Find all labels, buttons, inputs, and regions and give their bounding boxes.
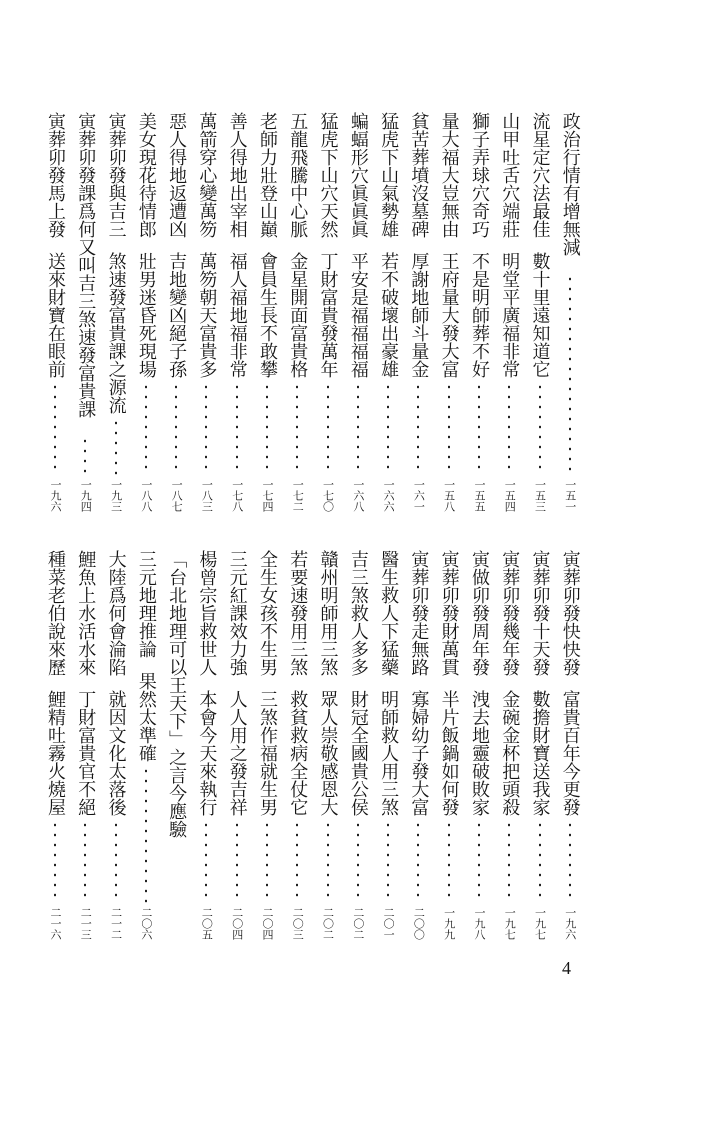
- toc-leader-dots: [357, 382, 359, 475]
- toc-leader-dots: [175, 382, 177, 475]
- toc-entry: [101, 550, 131, 940]
- toc-entry-title: 蝙蝠形穴眞眞眞: [347, 112, 369, 238]
- toc-leader-dots: [115, 418, 117, 475]
- toc-entry-page: 一六六: [382, 479, 396, 512]
- toc-entry-title: 若要速發用三煞: [287, 550, 309, 676]
- toc-entry: [131, 112, 161, 512]
- toc-entry: [494, 112, 524, 512]
- toc-entry-page: 一九四: [79, 479, 93, 512]
- toc-entry-page: 一九六: [563, 907, 577, 940]
- toc-entry-page: 二一六: [49, 907, 62, 940]
- toc-entry-page: 一九七: [533, 907, 547, 940]
- toc-entry-subtitle: 厚謝地師斗量金: [408, 252, 430, 378]
- toc-leader-dots: [145, 382, 147, 475]
- toc-entry-title: 山甲吐舌穴端莊: [499, 112, 521, 238]
- toc-entry-page: 一六一: [412, 479, 426, 512]
- toc-entry: [373, 112, 403, 512]
- toc-entry: [373, 550, 403, 940]
- toc-entry-subtitle: 富貴百年今更發: [559, 690, 581, 816]
- toc-entry-title: 貧苦葬墳沒墓碑: [408, 112, 430, 238]
- toc-entry-title: 全生女孩不生男: [256, 550, 278, 676]
- toc-leader-dots: [387, 820, 389, 903]
- toc-entry-page: 一八三: [200, 479, 214, 512]
- toc-entry: [555, 550, 585, 940]
- toc-entry-page: 一七八: [230, 479, 244, 512]
- toc-entry: [403, 550, 433, 940]
- toc-entry-title: 惡人得地返遭凶: [166, 112, 188, 238]
- toc-entry-page: 二〇一: [382, 907, 396, 940]
- toc-leader-dots: [327, 820, 329, 903]
- toc-entry-title: 寅做卯發周年發: [468, 550, 490, 676]
- toc-leader-dots: [296, 382, 298, 475]
- toc-entry-subtitle: 半片飯鍋如何發: [438, 690, 460, 816]
- toc-entry-title: 贛州明師用三煞: [317, 550, 339, 676]
- toc-entry-subtitle: 眾人崇敬感恩大: [317, 690, 339, 816]
- toc-entry-subtitle: 丁財富貴發萬年: [317, 252, 339, 378]
- toc-leader-dots: [539, 820, 541, 903]
- toc-entry-page: 一八八: [139, 479, 153, 512]
- toc-entry-page: 二一二: [109, 907, 123, 940]
- toc-entry-page: 一七〇: [321, 479, 335, 512]
- toc-entry-title: 量大福大豈無由: [438, 112, 460, 238]
- toc-entry-page: 一五八: [442, 479, 456, 512]
- toc-section-top: [40, 112, 585, 512]
- toc-entry: [222, 112, 252, 512]
- toc-entry-subtitle: 金星開面富貴格: [287, 252, 309, 378]
- toc-entry-page: 二〇六: [139, 907, 153, 940]
- toc-entry-page: 一五四: [503, 479, 517, 512]
- toc-leader-dots: [115, 820, 117, 903]
- toc-entry-page: 二〇四: [230, 907, 244, 940]
- toc-entry-subtitle: 萬笏朝天富貴多: [196, 252, 218, 378]
- toc-entry-page: 一五一: [563, 479, 577, 512]
- toc-entry: [343, 550, 373, 940]
- toc-leader-dots: [448, 820, 450, 903]
- toc-entry-subtitle: 金碗金杯把頭殺: [499, 690, 521, 816]
- toc-entry-subtitle: 吉地變凶絕子孫: [166, 252, 188, 378]
- toc-entry-subtitle: 三煞作福就生男: [256, 690, 278, 816]
- toc-entry-subtitle: 壯男迷昏死現場: [135, 252, 157, 378]
- toc-entry: [464, 112, 494, 512]
- toc-leader-dots: [569, 274, 571, 475]
- toc-entry: [252, 112, 282, 512]
- toc-entry-title: 獅子弄球穴奇巧: [468, 112, 490, 238]
- toc-entry-title: 寅葬卯發幾年發: [499, 550, 521, 676]
- toc-entry-page: 二〇四: [260, 907, 274, 940]
- toc-entry: [101, 112, 131, 512]
- toc-entry-page: 一五三: [533, 479, 547, 512]
- toc-entry-title: 善人得地出宰相: [226, 112, 248, 238]
- toc-entry: [555, 112, 585, 512]
- toc-entry-subtitle: 不是明師葬不好: [468, 252, 490, 378]
- toc-entry-title: 寅葬卯發馬上發: [45, 112, 66, 238]
- toc-entry-title: 五龍飛騰中心脈: [287, 112, 309, 238]
- toc-entry-title: 醫生救人下猛藥: [378, 550, 400, 676]
- toc-entry-title: 寅葬卯發走無路: [408, 550, 430, 676]
- toc-entry: [282, 112, 312, 512]
- toc-entry-title: 三元地理推論: [135, 550, 157, 658]
- toc-leader-dots: [296, 820, 298, 903]
- toc-entry-subtitle: 會員生長不敢攀: [256, 252, 278, 378]
- toc-entry-title: 寅葬卯發與吉三: [105, 112, 127, 238]
- toc-entry-subtitle: 丁財富貴官不絕: [75, 690, 97, 816]
- toc-entry-title: 吉三煞救人多多: [347, 550, 369, 676]
- toc-leader-dots: [266, 820, 268, 903]
- toc-entry: [525, 550, 555, 940]
- toc-entry: [70, 112, 100, 512]
- toc-column-list: [40, 550, 585, 940]
- toc-section-bottom: [40, 550, 585, 940]
- toc-entry: [191, 550, 221, 940]
- toc-entry-page: 一六八: [351, 479, 365, 512]
- toc-entry: [131, 550, 161, 940]
- toc-entry-subtitle: 送來財寶在眼前: [45, 252, 66, 378]
- toc-leader-dots: [236, 382, 238, 475]
- toc-entry: [464, 550, 494, 940]
- toc-entry-title: 流星定穴法最佳: [529, 112, 551, 238]
- toc-entry-title: 老師力壯登山巔: [256, 112, 278, 238]
- toc-entry-subtitle: 福人福地福非常: [226, 252, 248, 378]
- toc-entry: [343, 112, 373, 512]
- toc-entry-title: 猛虎下山穴天然: [317, 112, 339, 238]
- toc-entry-subtitle: 煞速發富貴課之源流: [105, 252, 127, 414]
- toc-entry-subtitle: 數十里遠知道它: [529, 252, 551, 378]
- toc-entry-page: 一九三: [109, 479, 123, 512]
- toc-entry: [70, 550, 100, 940]
- toc-entry-title: 種菜老伯說來歷: [45, 550, 66, 676]
- toc-entry-page: 二一三: [79, 907, 93, 940]
- toc-entry-subtitle: 平安是福福福福: [347, 252, 369, 378]
- toc-entry-subtitle: 洩去地靈破敗家: [468, 690, 490, 816]
- toc-entry-subtitle: 果然太準確: [135, 672, 157, 762]
- toc-leader-dots: [417, 382, 419, 475]
- toc-entry-page: 二〇五: [200, 907, 214, 940]
- toc-entry-subtitle: 數擔財寶送我家: [529, 690, 551, 816]
- toc-leader-dots: [357, 820, 359, 903]
- toc-entry-page: 二〇〇: [412, 907, 426, 940]
- toc-entry-subtitle: 財冠全國貴公侯: [347, 690, 369, 816]
- toc-column-list: [40, 112, 585, 512]
- toc-entry-subtitle: 明堂平廣福非常: [499, 252, 521, 378]
- toc-leader-dots: [236, 820, 238, 903]
- toc-entry-title: 寅葬卯發快快發: [559, 550, 581, 676]
- toc-leader-dots: [539, 382, 541, 475]
- toc-entry-title: 寅葬卯發課爲何又叫吉三煞速發富貴課: [75, 112, 97, 418]
- toc-leader-dots: [417, 820, 419, 903]
- toc-leader-dots: [145, 766, 147, 903]
- toc-entry-page: 二〇二: [321, 907, 335, 940]
- toc-entry: [40, 112, 70, 512]
- toc-leader-dots: [84, 820, 86, 903]
- toc-entry: [525, 112, 555, 512]
- toc-entry-page: 一五五: [472, 479, 486, 512]
- toc-entry-page: 一七二: [291, 479, 305, 512]
- toc-leader-dots: [54, 382, 56, 475]
- toc-entry-page: 一七四: [260, 479, 274, 512]
- toc-entry: [282, 550, 312, 940]
- toc-entry: [313, 550, 343, 940]
- toc-entry-subtitle: 人人用之發吉祥: [226, 690, 248, 816]
- toc-entry-subtitle: 若不破壞出豪雄: [378, 252, 400, 378]
- toc-entry-page: 一九七: [503, 907, 517, 940]
- toc-leader-dots: [266, 382, 268, 475]
- toc-entry: [434, 550, 464, 940]
- toc-entry: [313, 112, 343, 512]
- toc-entry-title: 三元紅課效力強: [226, 550, 248, 676]
- toc-leader-dots: [205, 382, 207, 475]
- toc-leader-dots: [84, 436, 86, 475]
- toc-leader-dots: [508, 382, 510, 475]
- toc-entry: [494, 550, 524, 940]
- page-number: 4: [562, 958, 571, 978]
- toc-entry-subtitle: 本會今天來執行: [196, 690, 218, 816]
- toc-entry-title: 萬箭穿心變萬笏: [196, 112, 218, 238]
- toc-entry-title: 楊曾宗旨救世人: [196, 550, 218, 676]
- toc-leader-dots: [478, 820, 480, 903]
- toc-entry: [222, 550, 252, 940]
- toc-entry: [40, 550, 70, 940]
- toc-entry-subtitle: 寡婦幼子發大富: [408, 690, 430, 816]
- toc-entry: [434, 112, 464, 512]
- toc-entry-page: 一九六: [49, 479, 62, 512]
- toc-entry-title: 鯉魚上水活水來: [75, 550, 97, 676]
- toc-leader-dots: [387, 382, 389, 475]
- toc-entry-subtitle: 王府量大發大富: [438, 252, 460, 378]
- toc-entry-title: 大陸爲何會淪陷: [105, 550, 127, 676]
- toc-entry-page: 一九八: [472, 907, 486, 940]
- toc-entry-subtitle: 救貧救病全仗它: [287, 690, 309, 816]
- toc-leader-dots: [327, 382, 329, 475]
- toc-entry-title: 寅葬卯發十天發: [529, 550, 551, 676]
- toc-entry-title: 美女現花待情郎: [135, 112, 157, 238]
- toc-leader-dots: [508, 820, 510, 903]
- toc-entry: [161, 112, 191, 512]
- toc-entry-subtitle: 就因文化太落後: [105, 690, 127, 816]
- toc-entry-page: 二〇三: [291, 907, 305, 940]
- toc-entry-subtitle: 鯉精吐霧火燒屋: [45, 690, 66, 816]
- toc-leader-dots: [569, 820, 571, 903]
- toc-entry: [161, 550, 191, 940]
- toc-entry-page: 二〇二: [351, 907, 365, 940]
- toc-entry-title: 猛虎下山氣勢雄: [378, 112, 400, 238]
- toc-entry: [191, 112, 221, 512]
- toc-entry-page: 一九九: [442, 907, 456, 940]
- toc-entry: [403, 112, 433, 512]
- toc-entry: [252, 550, 282, 940]
- toc-leader-dots: [478, 382, 480, 475]
- toc-entry-title: 「台北地理可以王天下」之言今應驗: [166, 550, 188, 838]
- toc-entry-page: 一八七: [170, 479, 184, 512]
- toc-leader-dots: [205, 820, 207, 903]
- toc-entry-title: 政治行情有增無減: [559, 112, 581, 256]
- toc-entry-subtitle: 明師救人用三煞: [378, 690, 400, 816]
- toc-leader-dots: [448, 382, 450, 475]
- toc-leader-dots: [54, 820, 56, 903]
- toc-entry-title: 寅葬卯發財萬貫: [438, 550, 460, 676]
